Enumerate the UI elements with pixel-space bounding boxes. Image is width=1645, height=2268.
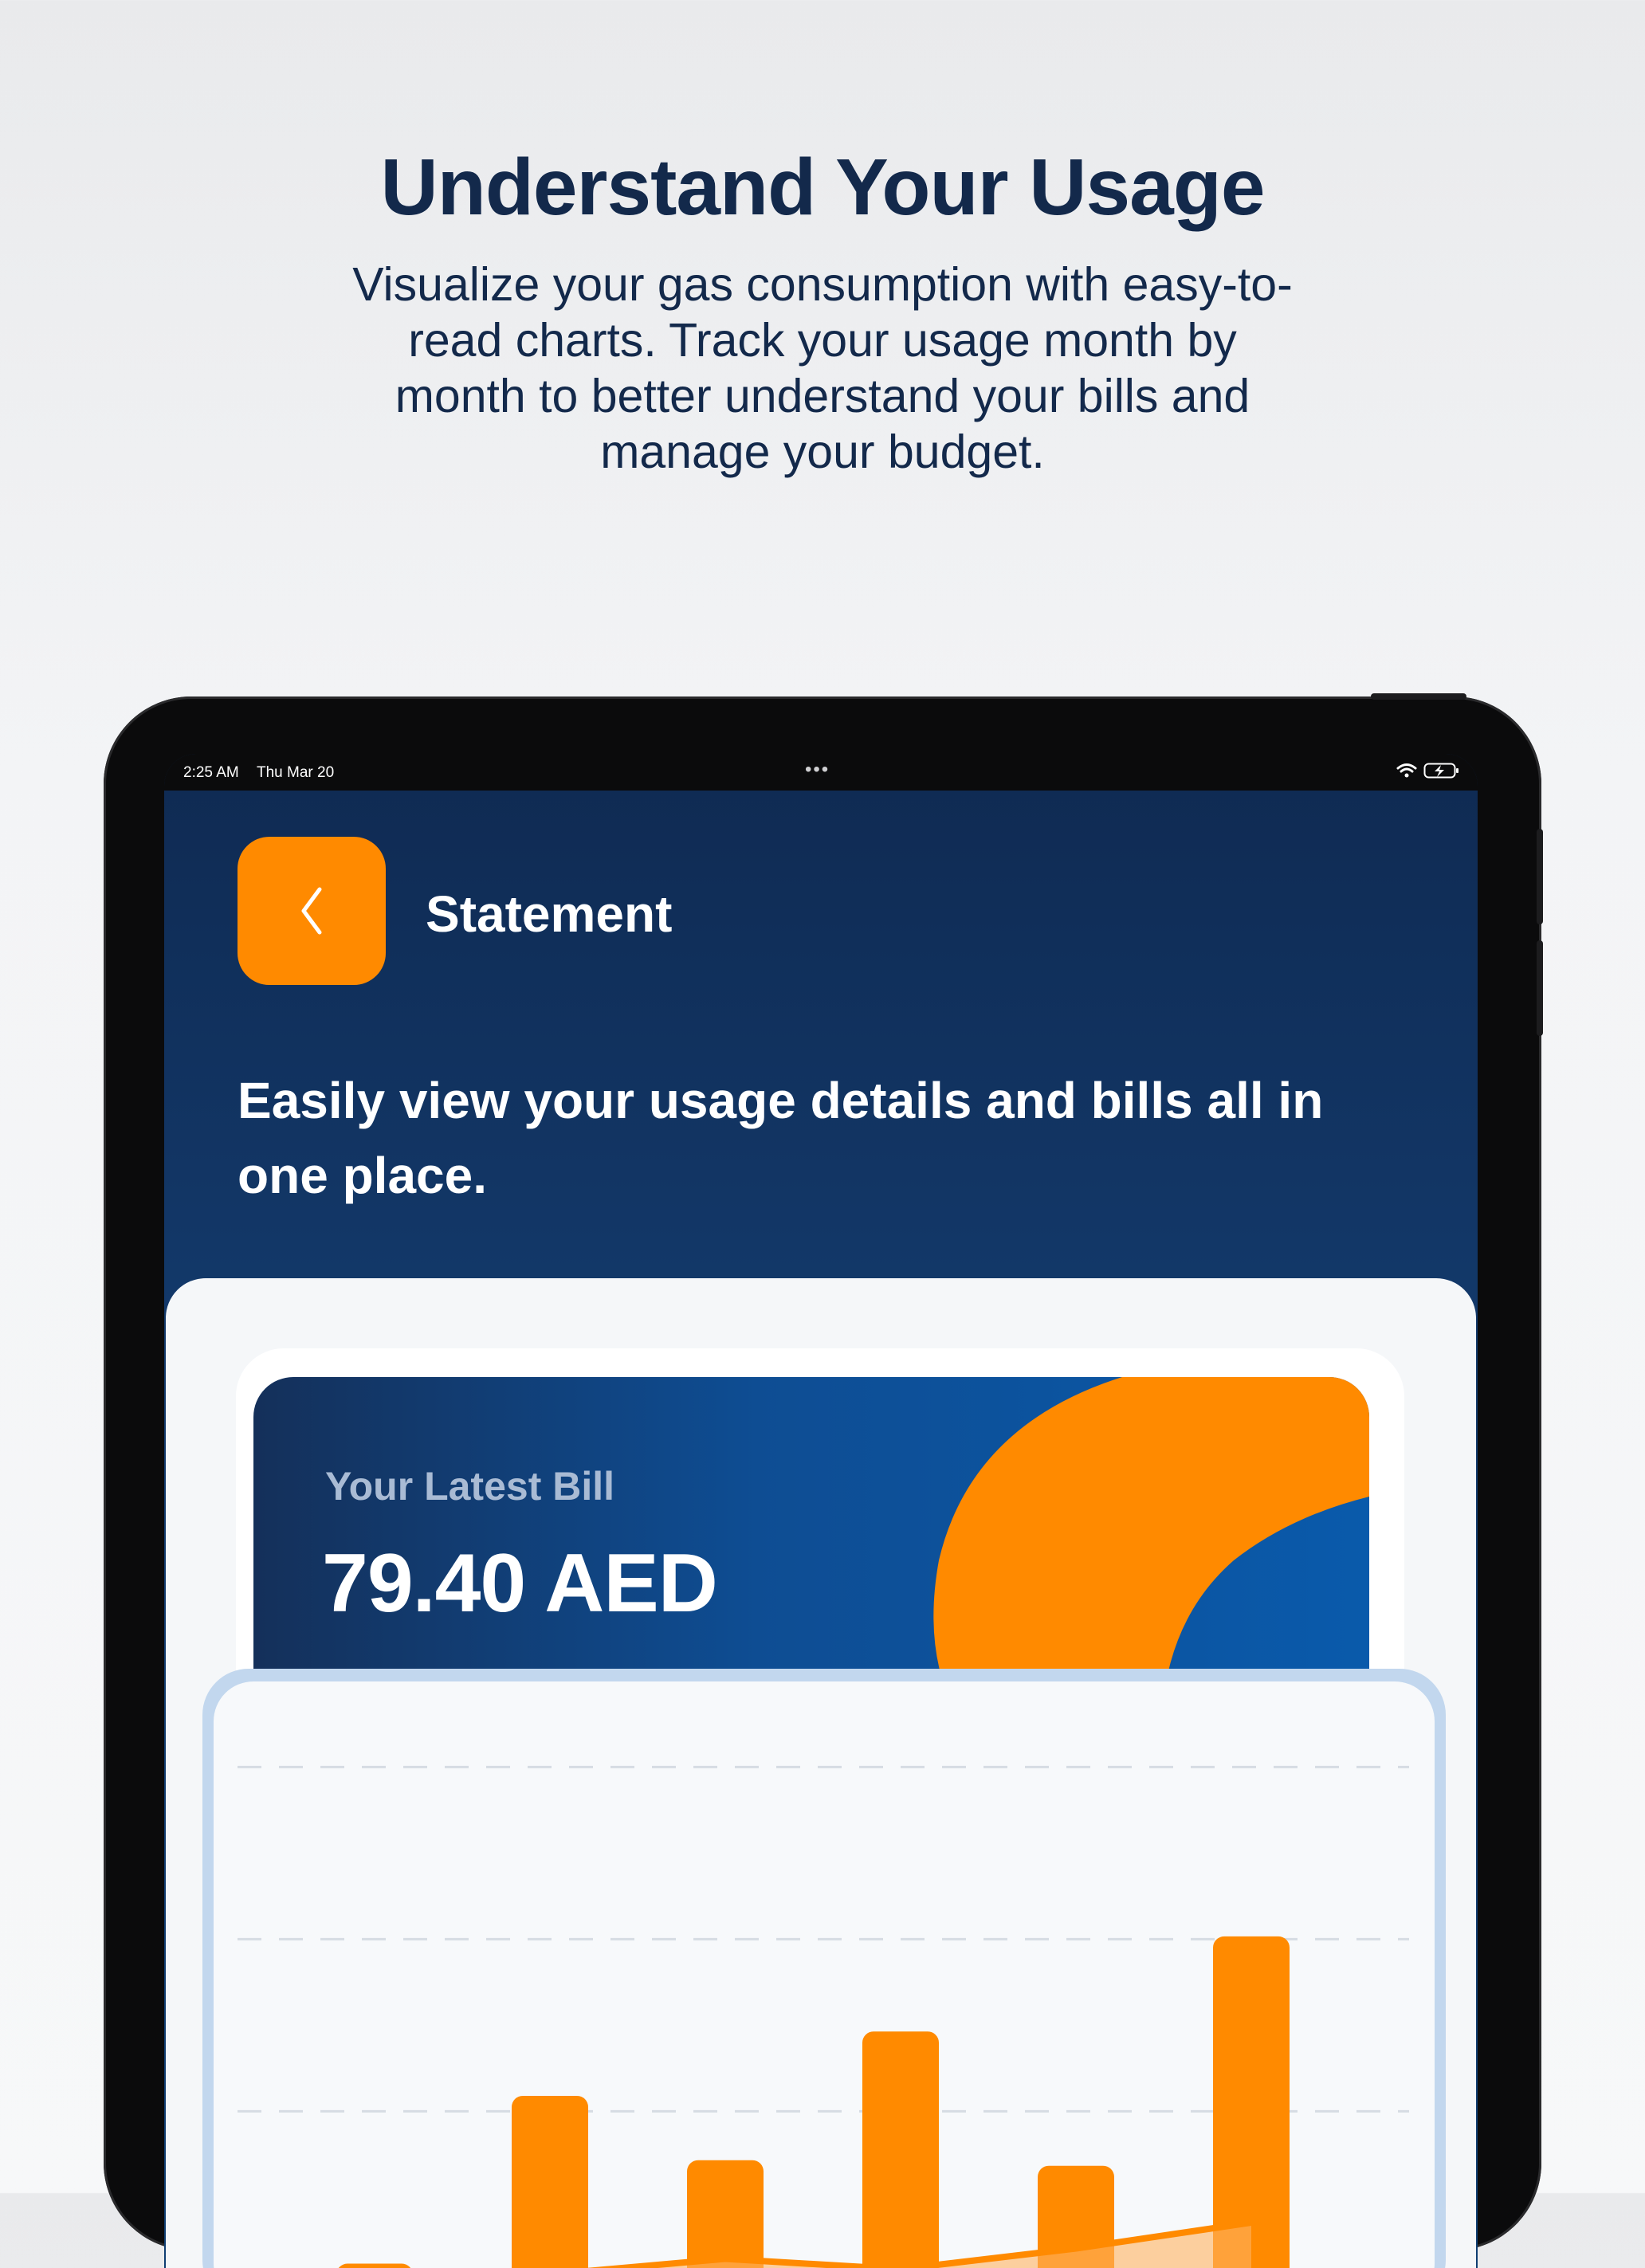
volume-down-button (1537, 940, 1543, 1036)
hero-subtitle: Visualize your gas consumption with easy-to-read charts. Track your usage month by month to better understand your bills and manage your budget. (352, 258, 1293, 478)
chart-bar-1[interactable] (336, 2264, 413, 2268)
chart-bar-3[interactable] (687, 2160, 764, 2268)
power-button (1371, 693, 1466, 700)
status-bar (164, 754, 1478, 791)
back-button[interactable] (238, 837, 386, 985)
screen-headline: Easily view your usage details and bills all in one place. (238, 1072, 1324, 1204)
chart-bar-2[interactable] (512, 2096, 588, 2268)
volume-up-button (1537, 829, 1543, 924)
chart-bar-6[interactable] (1213, 1936, 1290, 2268)
hero-title: Understand Your Usage (380, 143, 1265, 232)
battery-charging-icon (1423, 762, 1460, 779)
wifi-icon (1396, 763, 1417, 779)
chart-bar-4[interactable] (862, 2031, 939, 2268)
status-indicators (1396, 762, 1460, 779)
status-date: Thu Mar 20 (257, 764, 335, 781)
bill-label: Your Latest Bill (325, 1464, 615, 1509)
screen-title: Statement (426, 885, 673, 943)
usage-chart-card[interactable] (214, 1681, 1435, 2268)
bill-amount: 79.40 AED (322, 1537, 717, 1630)
latest-bill-card[interactable] (253, 1377, 1369, 1712)
usage-chart (214, 1681, 1435, 2268)
multitasking-dots[interactable]: ••• (805, 759, 830, 780)
status-time: 2:25 AM (183, 764, 239, 781)
chevron-left-icon (296, 885, 328, 937)
app-screen (164, 754, 1478, 2268)
